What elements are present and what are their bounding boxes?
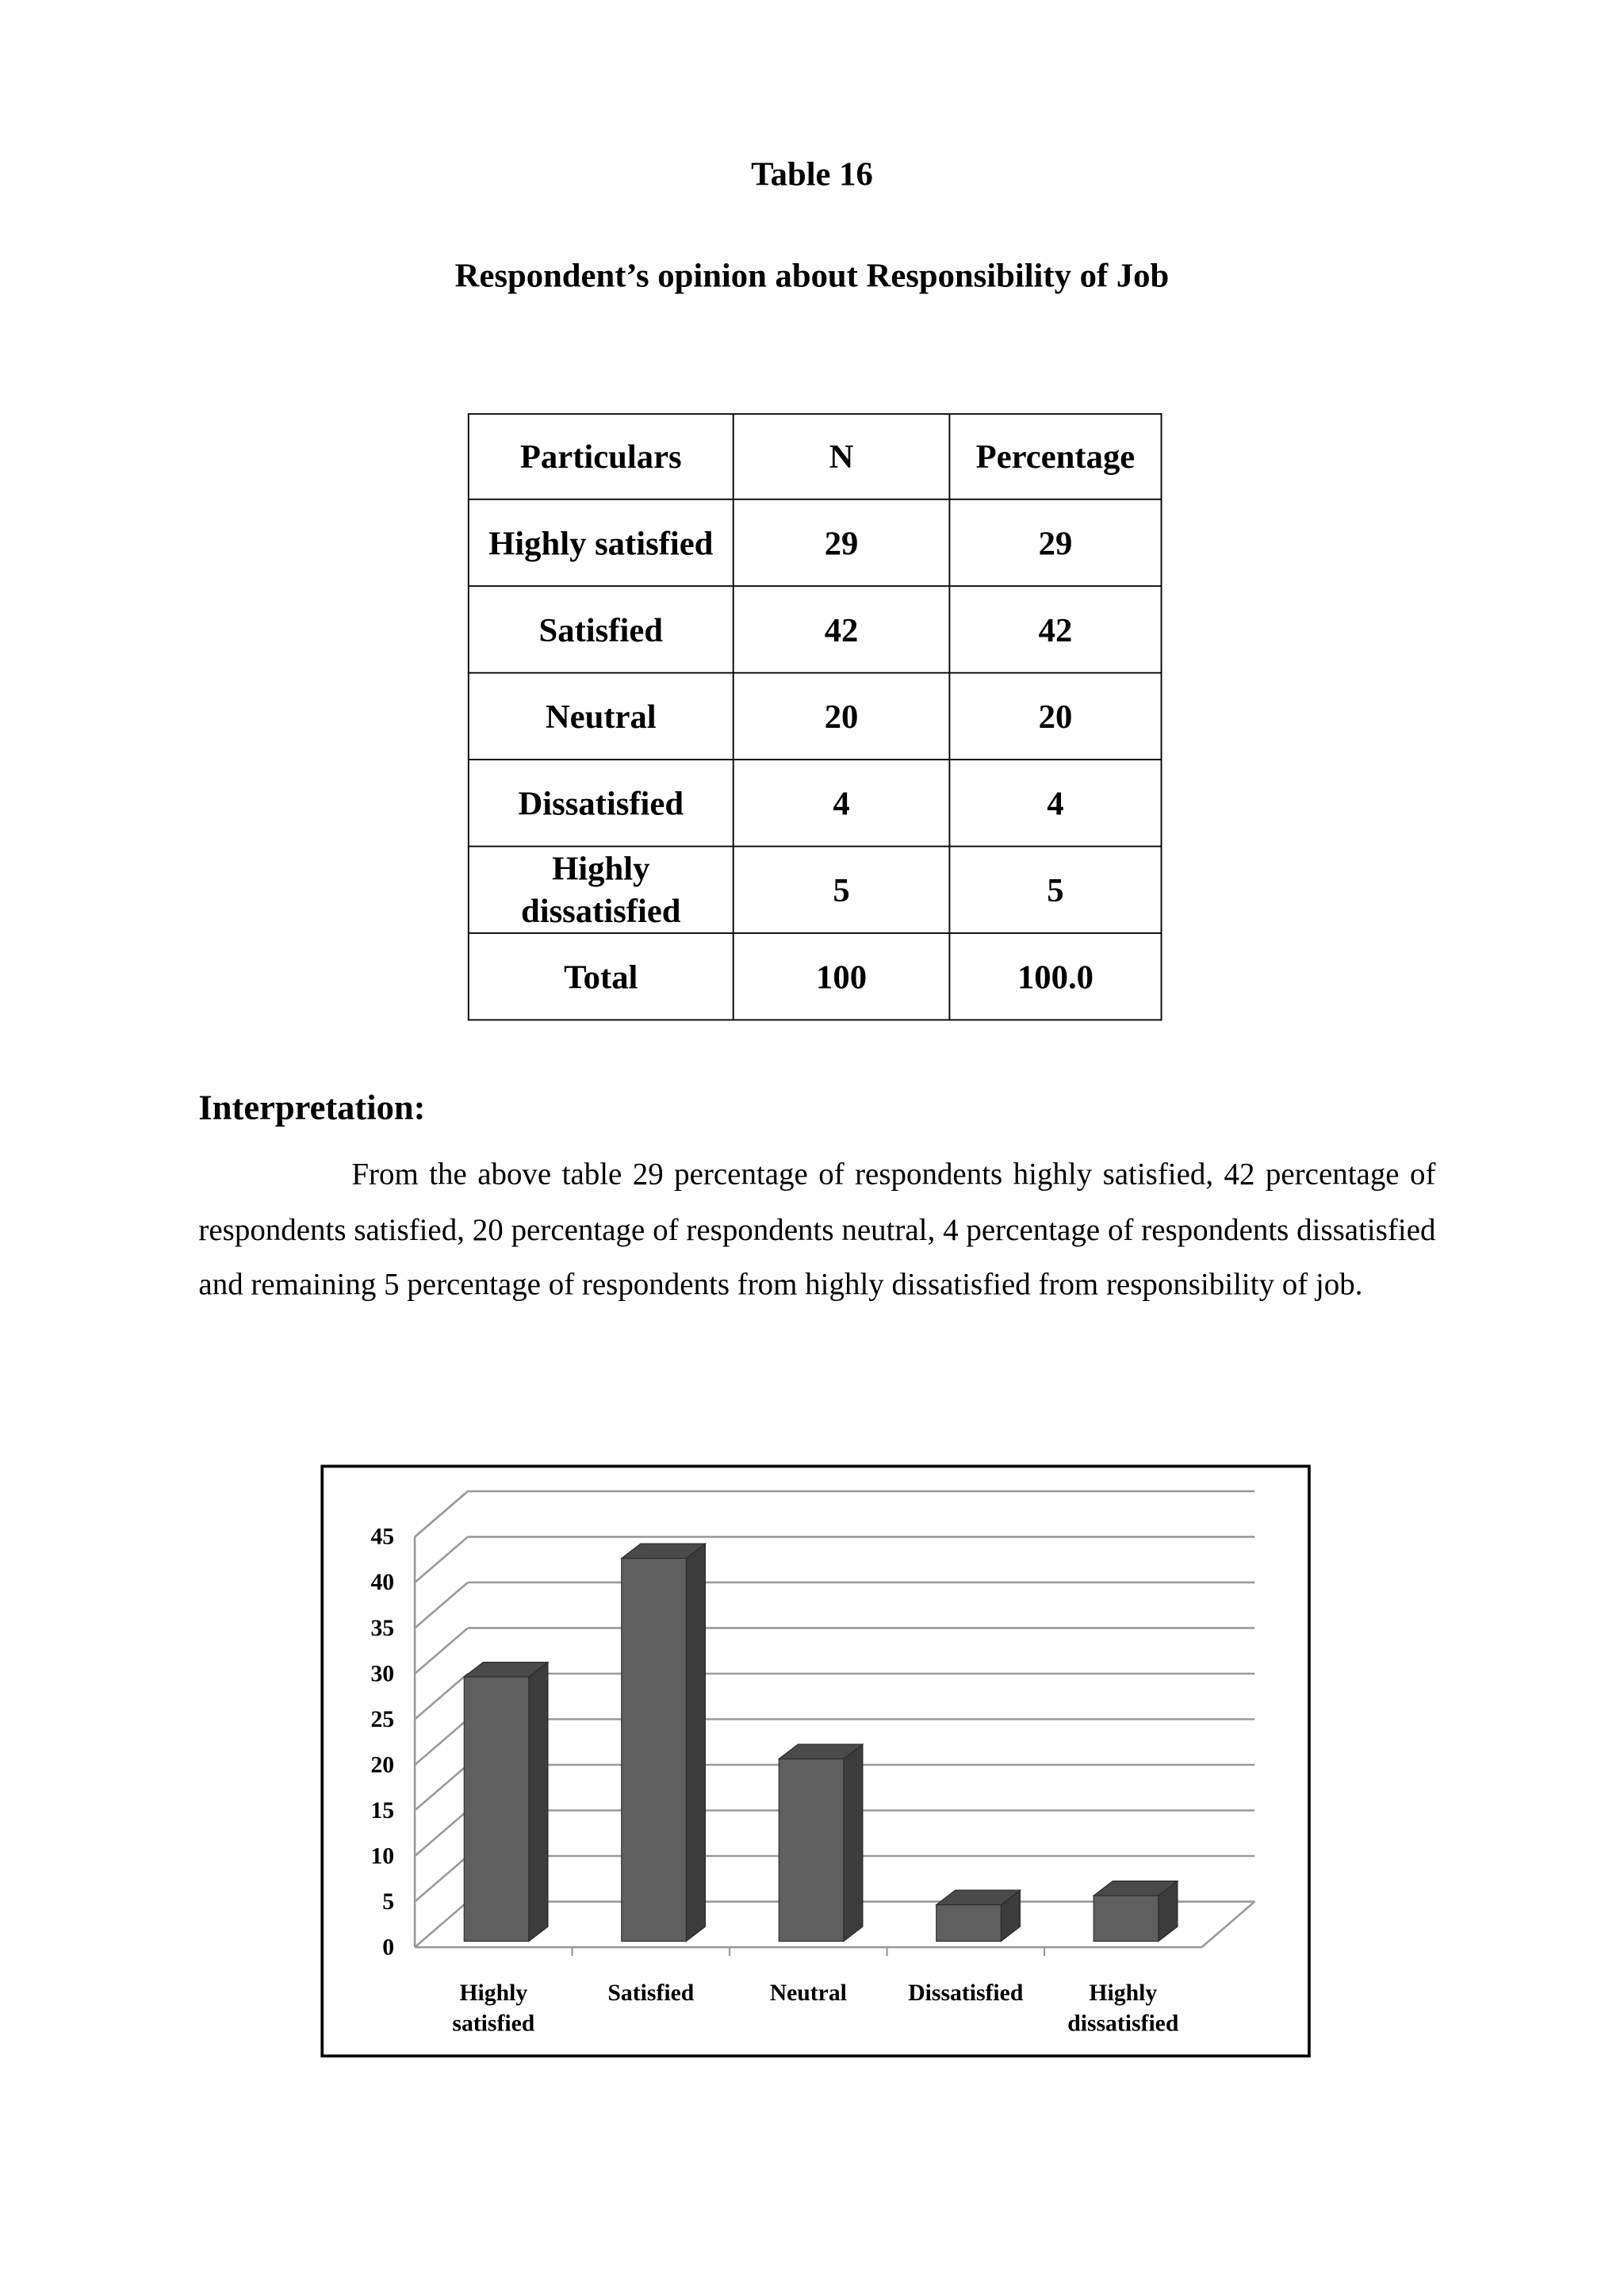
table-header-row [469,414,1162,499]
bar [464,1677,529,1942]
table-row [469,847,1162,933]
y-tick-label: 10 [370,1843,395,1869]
bar-side [686,1544,705,1942]
row-particular: Highly satisfied [469,499,733,586]
row-particular: Highly dissatisfied [469,847,733,933]
y-tick-label: 0 [382,1934,395,1961]
bar [622,1559,687,1942]
x-category-label: dissatisfied [1067,2011,1179,2037]
bar [936,1905,1002,1942]
header-percentage: Percentage [949,414,1161,499]
y-tick-label: 30 [370,1661,395,1687]
row-n: 29 [733,499,950,586]
x-category-label: Satisfied [607,1980,695,2006]
opinion-table [468,413,1162,1020]
gridline-diagonal [415,1674,468,1720]
bar [1094,1896,1159,1942]
bar-chart-frame [320,1465,1310,2058]
row-n: 4 [733,760,950,846]
interpretation-title: Interpretation: [198,1089,426,1128]
row-particular: Neutral [469,673,733,760]
row-n: 42 [733,586,950,672]
table-row [469,586,1162,672]
interpretation-paragraph [198,1147,1435,1313]
table-total-row [469,933,1162,1020]
y-tick-label: 45 [370,1524,395,1550]
row-n: 20 [733,673,950,760]
bar-side [529,1663,548,1942]
gridline-diagonal [415,1628,468,1674]
table-row [469,673,1162,760]
y-tick-label: 5 [382,1888,395,1915]
gridline-diagonal [415,1582,468,1628]
bar-chart [324,1468,1308,2054]
x-category-label: Neutral [769,1980,847,2006]
gridline-diagonal [415,1491,468,1537]
row-percentage: 29 [949,499,1161,586]
row-particular: Dissatisfied [469,760,733,846]
floor-right-edge [1202,1902,1255,1948]
gridline-diagonal [415,1902,468,1948]
row-n: 5 [733,847,950,933]
x-category-label: Highly [1089,1980,1158,2006]
gridline-diagonal [415,1536,468,1582]
row-percentage: 42 [949,586,1161,672]
header-n: N [733,414,950,499]
y-tick-label: 35 [370,1615,395,1641]
row-percentage: 5 [949,847,1161,933]
row-percentage: 20 [949,673,1161,760]
gridline-diagonal [415,1811,468,1857]
gridline-diagonal [415,1765,468,1811]
y-tick-label: 25 [370,1706,395,1732]
gridline-diagonal [415,1719,468,1765]
y-tick-label: 40 [370,1570,395,1596]
total-n: 100 [733,933,950,1020]
interpretation-text: From the above table 29 percentage of respondents highly satisfied, 42 percentage of respondents satisfied, 20 percentage of respondents neutral, 4 percentage of respondents dissatisfied and remaining 5 percentage of respondents from highly dissatisfied from responsibility of job. [198,1156,1436,1302]
table-row [469,760,1162,846]
x-category-label: Highly [459,1980,528,2006]
y-tick-label: 15 [370,1797,395,1823]
x-category-label: satisfied [452,2011,535,2037]
x-category-label: Dissatisfied [908,1980,1024,2006]
table-caption: Respondent’s opinion about Responsibility of Job [454,257,1170,294]
row-percentage: 4 [949,760,1161,846]
total-percentage: 100.0 [949,933,1161,1020]
table-row [469,499,1162,586]
row-particular: Satisfied [469,586,733,672]
gridline-diagonal [415,1856,468,1902]
table-number: Table 16 [751,155,873,193]
y-tick-label: 20 [370,1752,395,1778]
bar-side [844,1744,863,1942]
header-particulars: Particulars [469,414,733,499]
total-label: Total [469,933,733,1020]
bar [779,1759,844,1942]
